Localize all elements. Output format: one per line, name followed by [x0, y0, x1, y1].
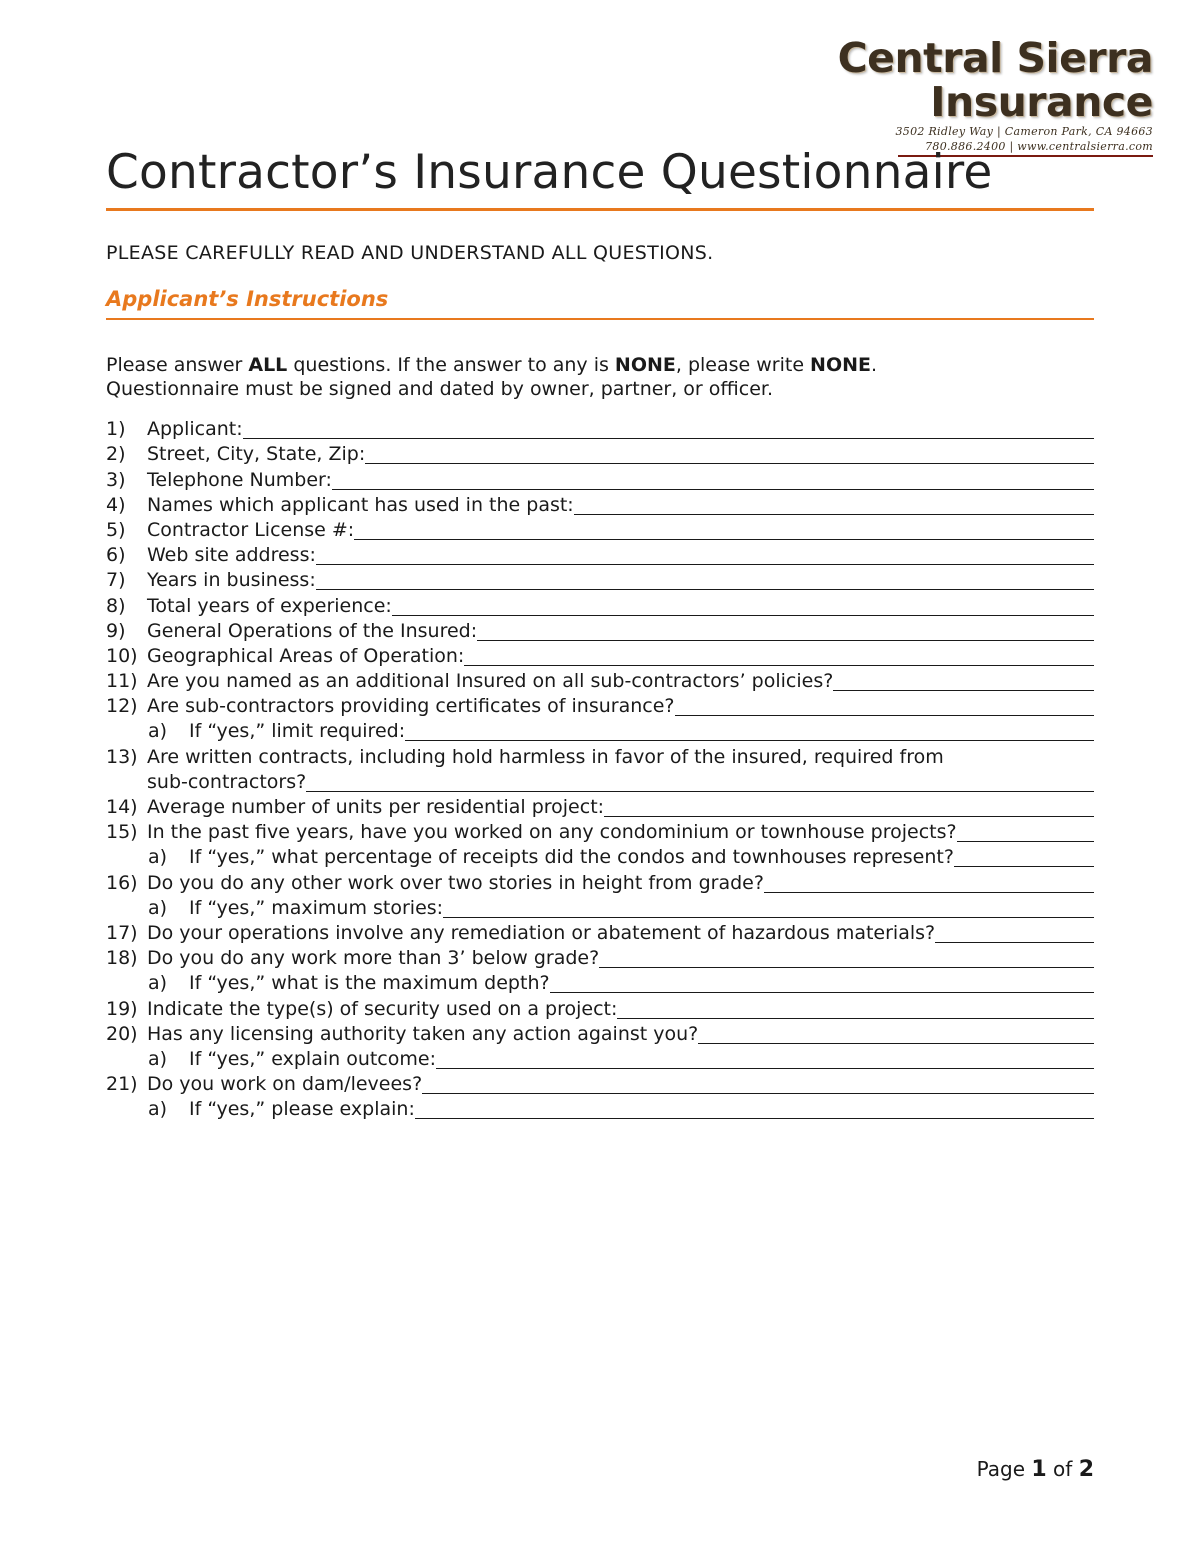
answer-line[interactable] — [675, 715, 1095, 716]
answer-line[interactable] — [332, 489, 1094, 490]
question-row: 5) Contractor License #: — [106, 517, 1094, 542]
question-row: 9) General Operations of the Insured: — [106, 618, 1094, 643]
question-text: Applicant: — [147, 418, 243, 441]
question-row: 18) Do you do any work more than 3’ below grade? — [106, 945, 1094, 970]
company-contact: 780.886.2400 | www.centralsierra.com — [925, 140, 1153, 153]
company-address: 3502 Ridley Way | Cameron Park, CA 94663 — [895, 125, 1153, 138]
question-row: 3) Telephone Number: — [106, 466, 1094, 491]
question-text: If “yes,” explain outcome: — [189, 1047, 436, 1070]
question-list — [106, 416, 1094, 1121]
answer-line[interactable] — [306, 791, 1094, 792]
question-row: 21) Do you work on dam/levees? — [106, 1071, 1094, 1096]
question-row: 2) Street, City, State, Zip: — [106, 441, 1094, 466]
question-text: Has any licensing authority taken any action against you? — [147, 1022, 699, 1045]
sub-question-row: a) If “yes,” explain outcome: — [106, 1046, 1094, 1071]
answer-line[interactable] — [954, 866, 1094, 867]
question-row: 6) Web site address: — [106, 542, 1094, 567]
answer-line[interactable] — [405, 740, 1094, 741]
question-row: 7) Years in business: — [106, 567, 1094, 592]
company-logo — [703, 36, 1153, 157]
question-row-continued — [106, 769, 1094, 794]
question-text: Total years of experience: — [147, 594, 392, 617]
sub-question-row: a) If “yes,” what is the maximum depth? — [106, 970, 1094, 995]
instructions-line-2: Questionnaire must be signed and dated by owner, partner, or officer. — [106, 378, 774, 400]
title-divider — [106, 208, 1094, 211]
answer-line[interactable] — [698, 1043, 1094, 1044]
company-name: Central Sierra Insurance — [837, 34, 1153, 126]
question-text: Names which applicant has used in the past: — [147, 493, 574, 516]
question-text: Years in business: — [147, 569, 316, 592]
answer-line[interactable] — [422, 1093, 1094, 1094]
section-heading: Applicant’s Instructions — [106, 287, 389, 311]
question-row: 11) Are you named as an additional Insured on all sub-contractors’ policies? — [106, 668, 1094, 693]
section-divider — [106, 318, 1094, 320]
instructions-line-1: Please answer ALL questions. If the answer to any is NONE, please write NONE. — [106, 354, 878, 376]
answer-line[interactable] — [464, 665, 1094, 666]
question-row: 13) Are written contracts, including hold harmless in favor of the insured, required from — [106, 745, 944, 768]
question-text: Web site address: — [147, 544, 316, 567]
question-row: 20) Has any licensing authority taken any action against you? — [106, 1021, 1094, 1046]
question-text: Are sub-contractors providing certificates of insurance? — [147, 695, 675, 718]
question-row: 15) In the past five years, have you worked on any condominium or townhouse projects? — [106, 819, 1094, 844]
question-text: Are written contracts, including hold harmless in favor of the insured, required from — [147, 745, 944, 768]
question-text: In the past five years, have you worked on any condominium or townhouse projects? — [147, 821, 957, 844]
answer-line[interactable] — [354, 539, 1094, 540]
answer-line[interactable] — [574, 514, 1094, 515]
question-row: 19) Indicate the type(s) of security used on a project: — [106, 995, 1094, 1020]
question-text: General Operations of the Insured: — [147, 619, 478, 642]
question-text: If “yes,” maximum stories: — [189, 896, 444, 919]
answer-line[interactable] — [764, 892, 1094, 893]
answer-line[interactable] — [443, 917, 1094, 918]
answer-line[interactable] — [604, 816, 1094, 817]
document-title: Contractor’s Insurance Questionnaire — [106, 145, 993, 200]
question-row: 1) Applicant: — [106, 416, 1094, 441]
question-text: Do you do any other work over two stories in height from grade? — [147, 871, 764, 894]
answer-line[interactable] — [957, 841, 1094, 842]
question-row: 4) Names which applicant has used in the past: — [106, 492, 1094, 517]
page-number: Page 1 of 2 — [976, 1457, 1094, 1482]
question-text: sub-contractors? — [147, 770, 307, 793]
answer-line[interactable] — [316, 564, 1094, 565]
question-text: If “yes,” please explain: — [189, 1098, 415, 1121]
question-row: 17) Do your operations involve any remediation or abatement of hazardous materials? — [106, 920, 1094, 945]
question-text: Do your operations involve any remediation or abatement of hazardous materials? — [147, 921, 936, 944]
question-text: If “yes,” what is the maximum depth? — [189, 972, 550, 995]
answer-line[interactable] — [365, 463, 1094, 464]
sub-question-row: a) If “yes,” maximum stories: — [106, 895, 1094, 920]
answer-line[interactable] — [436, 1068, 1094, 1069]
sub-question-row: a) If “yes,” limit required: — [106, 718, 1094, 743]
question-text: Geographical Areas of Operation: — [147, 644, 465, 667]
question-row: 12) Are sub-contractors providing certificates of insurance? — [106, 693, 1094, 718]
question-row: 10) Geographical Areas of Operation: — [106, 643, 1094, 668]
question-text: If “yes,” what percentage of receipts did the condos and townhouses represent? — [189, 846, 954, 869]
question-row: 14) Average number of units per residential project: — [106, 794, 1094, 819]
sub-question-row: a) If “yes,” please explain: — [106, 1096, 1094, 1121]
answer-line[interactable] — [316, 589, 1094, 590]
question-text: Average number of units per residential project: — [147, 796, 605, 818]
answer-line[interactable] — [617, 1018, 1094, 1019]
answer-line[interactable] — [243, 438, 1094, 439]
question-text: Are you named as an additional Insured on all sub-contractors’ policies? — [147, 670, 834, 693]
question-row: 8) Total years of experience: — [106, 592, 1094, 617]
question-text: Do you do any work more than 3’ below grade? — [147, 947, 600, 970]
question-text: Contractor License #: — [147, 518, 355, 541]
answer-line[interactable] — [392, 615, 1094, 616]
read-notice: PLEASE CAREFULLY READ AND UNDERSTAND ALL QUESTIONS. — [106, 242, 714, 264]
question-text: Street, City, State, Zip: — [147, 443, 366, 466]
answer-line[interactable] — [415, 1118, 1094, 1119]
question-row: 16) Do you do any other work over two stories in height from grade? — [106, 869, 1094, 894]
answer-line[interactable] — [935, 942, 1094, 943]
question-text: Indicate the type(s) of security used on a project: — [147, 997, 618, 1020]
question-text: Telephone Number: — [147, 468, 332, 491]
instructions-text — [106, 353, 1096, 401]
question-text: If “yes,” limit required: — [189, 720, 406, 743]
answer-line[interactable] — [599, 967, 1094, 968]
question-text: Do you work on dam/levees? — [147, 1073, 423, 1096]
answer-line[interactable] — [477, 640, 1094, 641]
sub-question-row: a) If “yes,” what percentage of receipts did the condos and townhouses represent? — [106, 844, 1094, 869]
answer-line[interactable] — [833, 690, 1094, 691]
answer-line[interactable] — [550, 992, 1094, 993]
